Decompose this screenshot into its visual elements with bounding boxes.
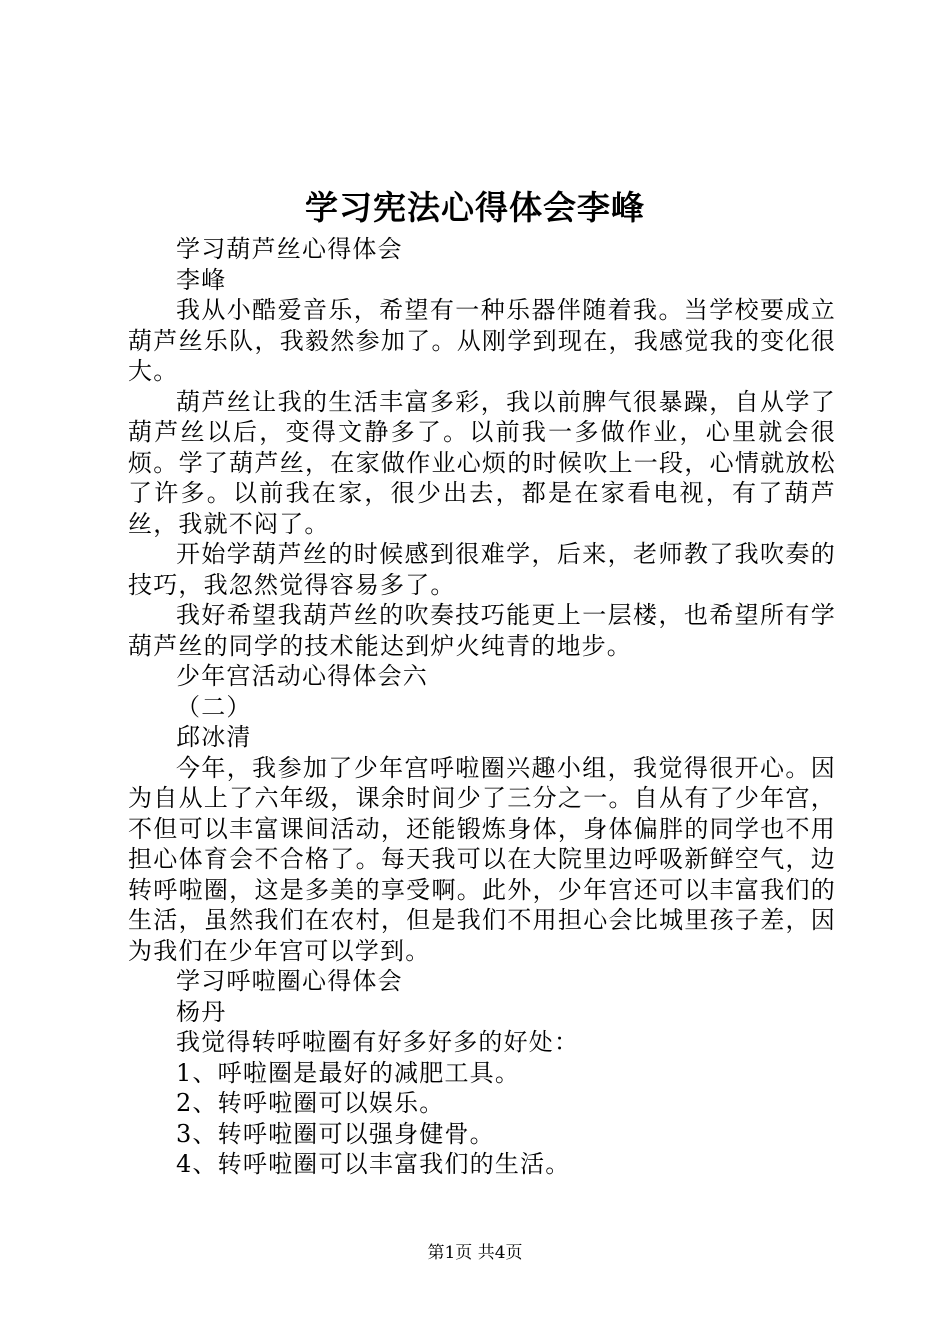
paragraph-section-number: （二） xyxy=(176,692,252,721)
list-item: 4、转呼啦圈可以丰富我们的生活。 xyxy=(176,1150,571,1178)
document-body xyxy=(128,234,836,1180)
paragraph-heading-shaoniangong: 少年宫活动心得体会六 xyxy=(176,662,428,690)
paragraph-heading-hulaquan: 学习呼啦圈心得体会 xyxy=(176,967,403,995)
paragraph-author-qiubingqing: 邱冰清 xyxy=(176,723,252,751)
paragraph-author-yangdan: 杨丹 xyxy=(176,997,227,1026)
paragraph: 我从小酷爱音乐，希望有一种乐器伴随着我。当学校要成立葫芦丝乐队，我毅然参加了。从刚学到现在，我感觉我的变化很大。 xyxy=(128,296,836,385)
list-item: 2、转呼啦圈可以娱乐。 xyxy=(176,1089,445,1117)
page-footer: 第1页 共4页 xyxy=(427,1243,523,1263)
paragraph: 今年，我参加了少年宫呼啦圈兴趣小组，我觉得很开心。因为自从上了六年级，课余时间少了三分之一。自从有了少年宫，不但可以丰富课间活动，还能锻炼身体，身体偏胖的同学也不用担心体育会不合格了。每天我可以在大院里边呼吸新鲜空气，边转呼啦圈，这是多美的享受啊。此外，少年宫还可以丰富我们的生活，虽然我们在农村，但是我们不用担心会比城里孩子差，因为我们在少年宫可以学到。 xyxy=(128,753,836,965)
paragraph-author-lifeng: 李峰 xyxy=(176,265,227,294)
paragraph-heading-hulusi: 学习葫芦丝心得体会 xyxy=(176,235,403,263)
paragraph: 我觉得转呼啦圈有好多好多的好处： xyxy=(176,1028,580,1056)
list-item: 3、转呼啦圈可以强身健骨。 xyxy=(176,1119,495,1148)
paragraph: 葫芦丝让我的生活丰富多彩，我以前脾气很暴躁，自从学了葫芦丝以后，变得文静多了。以前我一多做作业，心里就会很烦。学了葫芦丝，在家做作业心烦的时候吹上一段，心情就放松了许多。以前我在家，很少出去，都是在家看电视，有了葫芦丝，我就不闷了。 xyxy=(128,387,836,538)
paragraph: 开始学葫芦丝的时候感到很难学，后来，老师教了我吹奏的技巧，我忽然觉得容易多了。 xyxy=(128,540,836,599)
list-item: 1、呼啦圈是最好的减肥工具。 xyxy=(176,1058,521,1087)
paragraph: 我好希望我葫芦丝的吹奏技巧能更上一层楼，也希望所有学葫芦丝的同学的技术能达到炉火纯青的地步。 xyxy=(128,601,836,660)
document-title: 学习宪法心得体会李峰 xyxy=(305,188,645,227)
